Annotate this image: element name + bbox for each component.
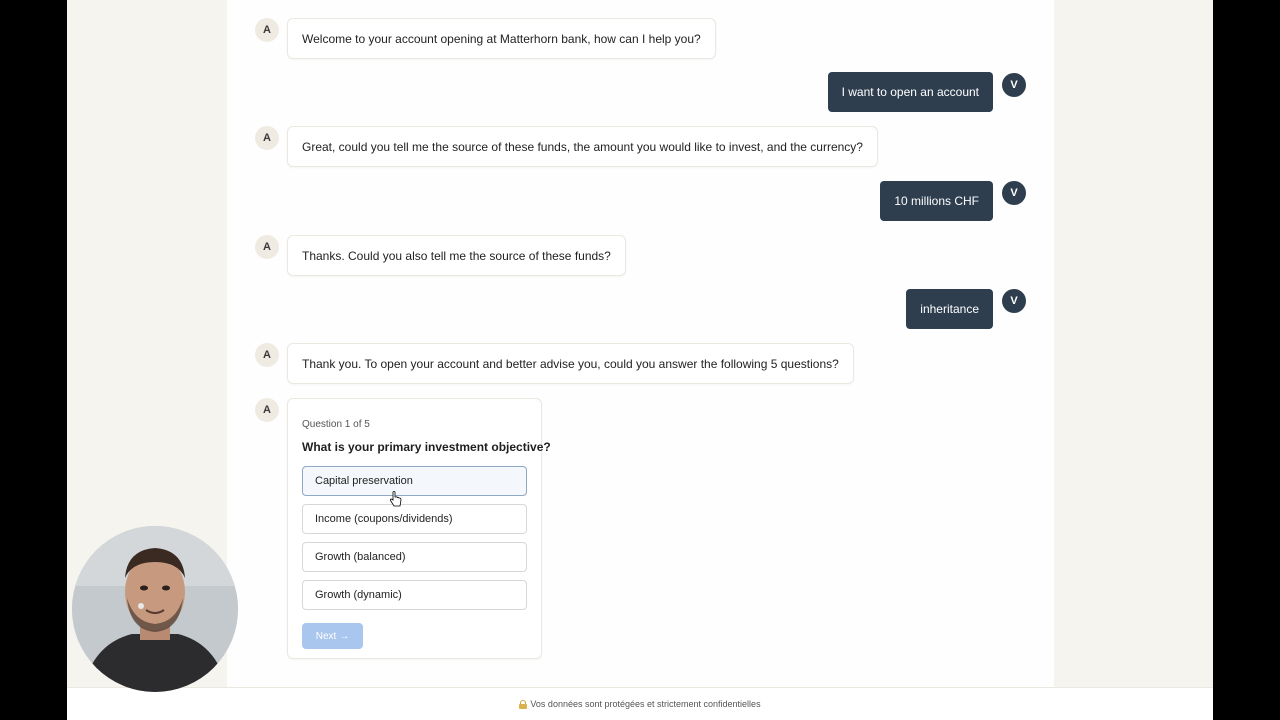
assistant-avatar: A <box>255 18 279 42</box>
arrow-right-icon: → <box>339 630 350 642</box>
webcam-overlay <box>72 526 238 692</box>
assistant-avatar: A <box>255 235 279 259</box>
user-avatar: V <box>1002 181 1026 205</box>
hand-cursor-icon <box>390 491 402 507</box>
assistant-message: Thanks. Could you also tell me the source of these funds? <box>287 235 626 276</box>
option-capital-preservation[interactable] <box>302 466 527 496</box>
question-card <box>287 398 551 659</box>
presenter-video <box>72 526 238 692</box>
option-growth-balanced[interactable] <box>302 542 527 572</box>
assistant-message: Welcome to your account opening at Matterhorn bank, how can I help you? <box>287 18 716 59</box>
assistant-message: Great, could you tell me the source of these funds, the amount you would like to invest, and the currency? <box>287 126 878 167</box>
user-message: I want to open an account <box>828 72 993 112</box>
user-message: 10 millions CHF <box>880 181 993 221</box>
next-label: Next <box>315 630 337 642</box>
app-viewport <box>67 0 1213 720</box>
question-text: What is your primary investment objective? <box>302 440 551 454</box>
option-growth-dynamic[interactable] <box>302 580 527 610</box>
privacy-notice: Vos données sont protégées et strictement confidentielles <box>530 699 761 709</box>
user-avatar: V <box>1002 289 1026 313</box>
user-message: inheritance <box>906 289 993 329</box>
next-button[interactable] <box>302 623 363 649</box>
lock-icon <box>519 700 527 709</box>
option-label: Income (coupons/dividends) <box>315 513 453 525</box>
assistant-avatar: A <box>255 398 279 422</box>
option-label: Capital preservation <box>315 475 413 487</box>
assistant-avatar: A <box>255 343 279 367</box>
question-progress: Question 1 of 5 <box>302 419 370 430</box>
assistant-avatar: A <box>255 126 279 150</box>
privacy-footer <box>67 687 1213 720</box>
option-label: Growth (dynamic) <box>315 589 402 601</box>
option-income[interactable] <box>302 504 527 534</box>
option-label: Growth (balanced) <box>315 551 406 563</box>
assistant-message: Thank you. To open your account and better advise you, could you answer the following 5 questions? <box>287 343 854 384</box>
user-avatar: V <box>1002 73 1026 97</box>
